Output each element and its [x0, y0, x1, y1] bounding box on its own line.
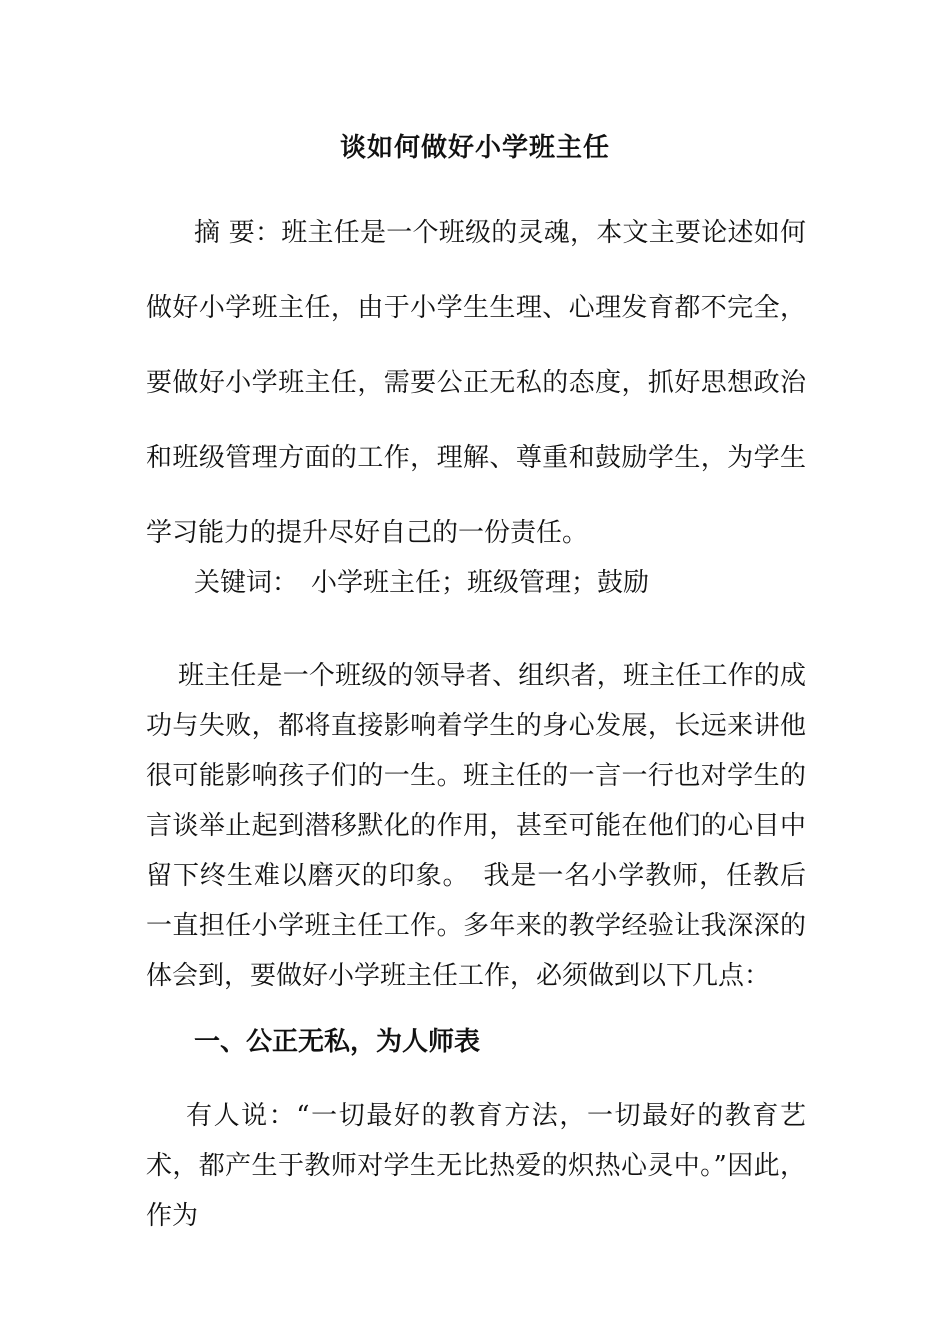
abstract-label: 摘 要：	[194, 218, 282, 248]
keywords-label: 关键词：	[194, 568, 299, 598]
keywords-text: 小学班主任；班级管理；鼓励	[311, 568, 650, 598]
document-title: 谈如何做好小学班主任	[339, 133, 610, 163]
abstract-block	[146, 196, 806, 571]
keywords-line	[194, 563, 806, 603]
body-paragraph-1: 班主任是一个班级的领导者、组织者，班主任工作的成功与失败，都将直接影响着学生的身心发展，长远来讲他很可能影响孩子们的一生。班主任的一言一行也对学生的言谈举止起到潜移默化的作用，甚至可能在他们的心目中留下终生难以磨灭的印象。 我是一名小学教师，任教后一直担任小学班主任工作。多年来的教学经验让我深深的体会到，要做好小学班主任工作，必须做到以下几点：	[146, 661, 806, 991]
section-heading-1: 一、公正无私，为人师表	[194, 1027, 481, 1057]
abstract-text: 班主任是一个班级的灵魂，本文主要论述如何做好小学班主任，由于小学生生理、心理发育都不完全，要做好小学班主任，需要公正无私的态度，抓好思想政治和班级管理方面的工作，理解、尊重和鼓励学生，为学生学习能力的提升尽好自己的一份责任。	[146, 218, 806, 548]
body-paragraph-2: 有人说：“一切最好的教育方法，一切最好的教育艺术，都产生于教师对学生无比热爱的炽热心灵中。”因此，作为	[146, 1101, 806, 1231]
